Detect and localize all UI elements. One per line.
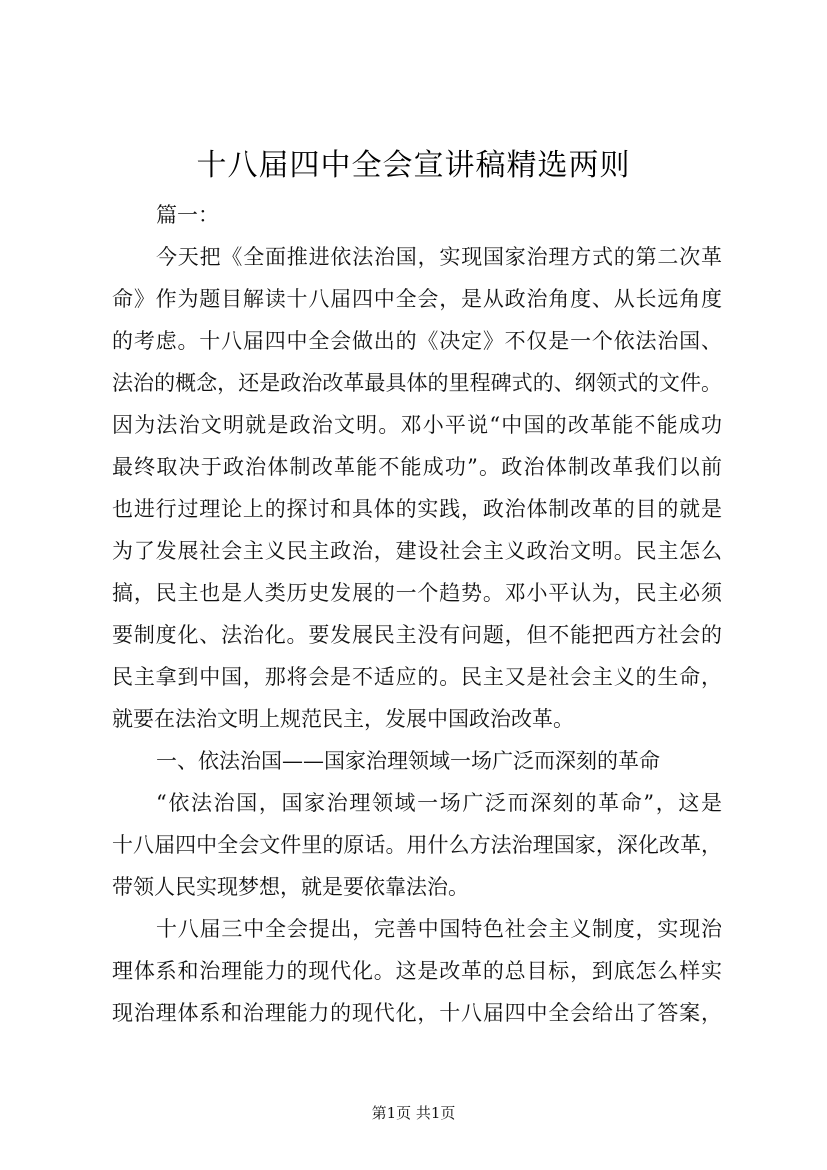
body-line: 现治理体系和治理能力的现代化，十八届四中全会给出了答案，: [112, 1001, 722, 1025]
body-line: 的考虑。十八届四中全会做出的《决定》不仅是一个依法治国、: [112, 329, 722, 353]
body-line: 也进行过理论上的探讨和具体的实践，政治体制改革的目的就是: [112, 497, 722, 521]
document-title: 十八届四中全会宣讲稿精选两则: [196, 148, 631, 183]
body-line: 带领人民实现梦想，就是要依靠法治。: [112, 875, 469, 899]
body-line: 就要在法治文明上规范民主，发展中国政治改革。: [112, 707, 574, 731]
body-line: 为了发展社会主义民主政治，建设社会主义政治文明。民主怎么: [112, 539, 722, 563]
body-line: 最终取决于政治体制改革能不能成功”。政治体制改革我们以前: [112, 455, 722, 479]
body-line: 因为法治文明就是政治文明。邓小平说“中国的改革能不能成功: [112, 413, 722, 437]
section-heading: 一、依法治国——国家治理领域一场广泛而深刻的革命: [156, 749, 660, 773]
body-line: 十八届四中全会文件里的原话。用什么方法治理国家，深化改革，: [112, 833, 722, 857]
body-line: 今天把《全面推进依法治国，实现国家治理方式的第二次革: [156, 245, 722, 269]
body-line: 篇一：: [156, 203, 219, 227]
body-line: 命》作为题目解读十八届四中全会，是从政治角度、从长远角度: [112, 287, 722, 311]
body-line: 民主拿到中国，那将会是不适应的。民主又是社会主义的生命，: [112, 665, 722, 689]
body-line: “依法治国，国家治理领域一场广泛而深刻的革命”，这是: [156, 791, 722, 815]
body-line: 十八届三中全会提出，完善中国特色社会主义制度，实现治: [156, 917, 722, 941]
body-line: 要制度化、法治化。要发展民主没有问题，但不能把西方社会的: [112, 623, 722, 647]
body-line: 法治的概念，还是政治改革最具体的里程碑式的、纲领式的文件。: [112, 371, 722, 395]
body-line: 理体系和治理能力的现代化。这是改革的总目标，到底怎么样实: [112, 959, 722, 983]
page-number-footer: 第1页 共1页: [371, 1104, 456, 1122]
body-line: 搞，民主也是人类历史发展的一个趋势。邓小平认为，民主必须: [112, 581, 722, 605]
